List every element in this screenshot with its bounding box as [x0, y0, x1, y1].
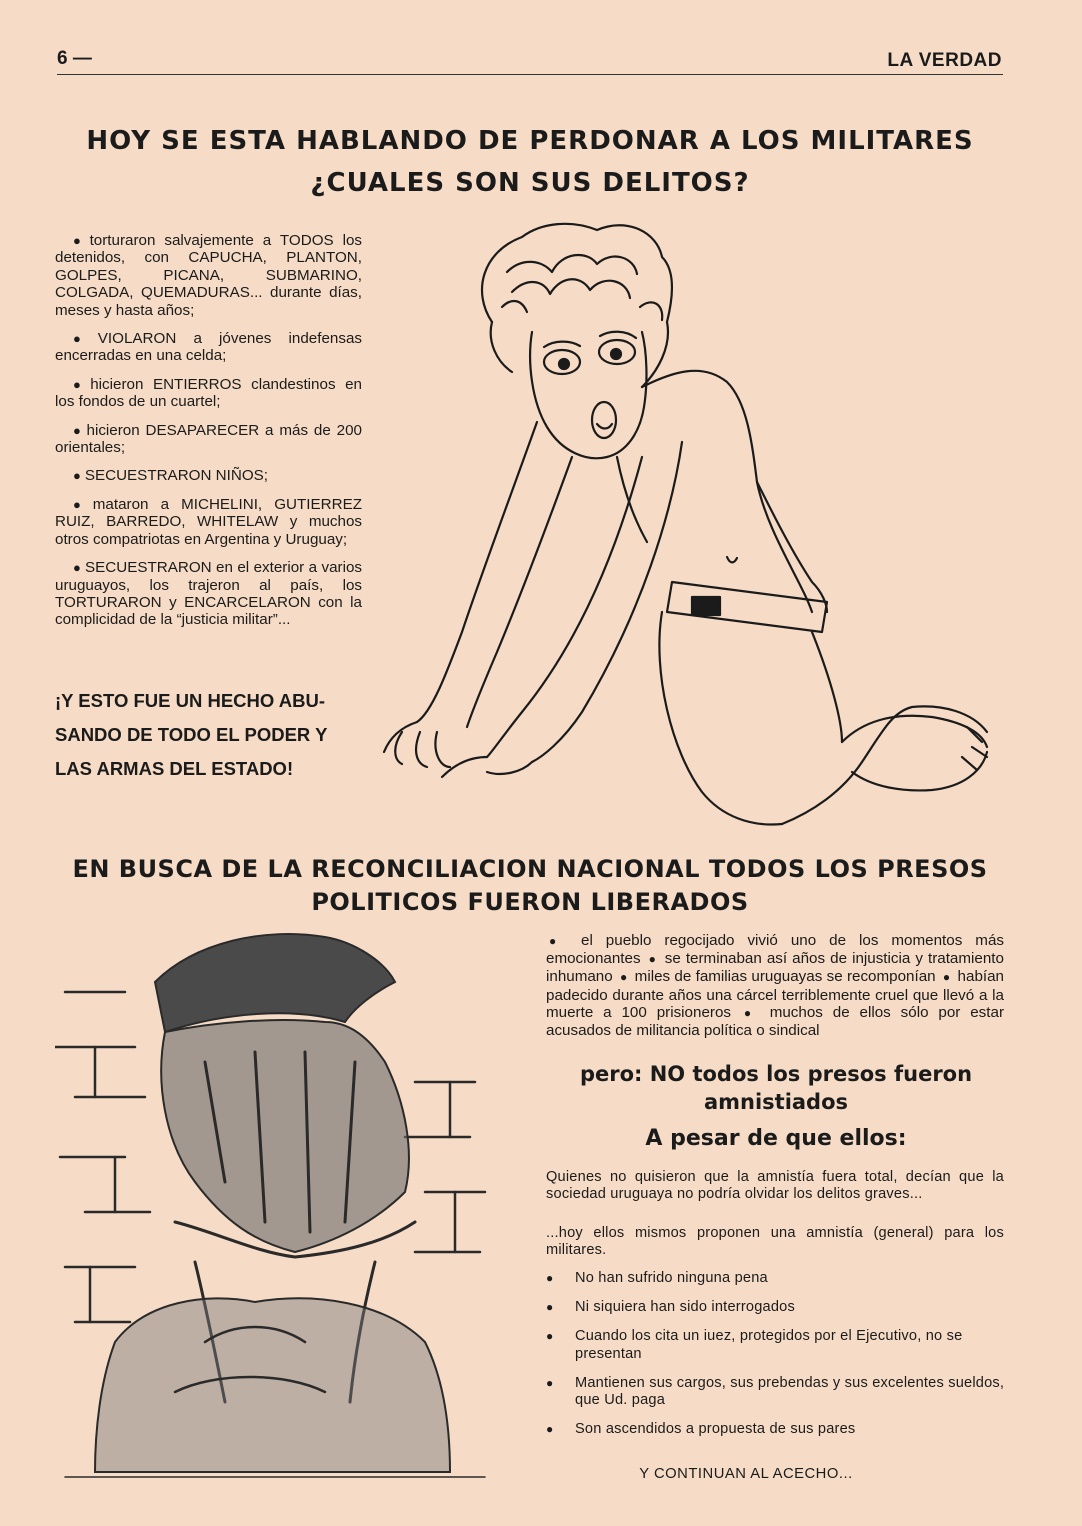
- bullet-icon: ●: [73, 331, 94, 347]
- headline-perdonar: [57, 120, 1003, 204]
- masthead: LA VERDAD: [887, 50, 1002, 71]
- list-item: ● Son ascendidos a propuesta de sus pares: [546, 1421, 856, 1438]
- bullet-icon: ●: [546, 1375, 554, 1390]
- kneeling-prisoner-illustration: [372, 212, 1012, 842]
- bullet-icon: ●: [73, 560, 82, 576]
- apesar-heading: A pesar de que ellos:: [645, 1126, 907, 1151]
- conclusion-text: ¡Y ESTO FUE UN HECHO ABU- SANDO DE TODO EL PODER Y LAS ARMAS DEL ESTADO!: [55, 690, 328, 779]
- bullet-icon: ●: [73, 376, 87, 392]
- bullet-icon: ●: [73, 233, 86, 248]
- crime-item: ● hicieron DESAPARECER a más de 200 orientales;: [55, 421, 362, 457]
- bullet-icon: ●: [546, 1329, 554, 1344]
- amnistia-paragraph-1: Quienes no quisieron que la amnistía fuera total, decían que la sociedad uruguaya no podría olvidar los delitos graves...: [546, 1169, 1004, 1203]
- bullet-icon: ●: [546, 1422, 554, 1437]
- bullet-icon: ●: [942, 970, 951, 985]
- list-item: ● No han sufrido ninguna pena: [546, 1270, 768, 1286]
- headline-perdonar-line2: ¿CUALES SON SUS DELITOS?: [310, 168, 750, 198]
- headline-perdonar-line1: HOY SE ESTA HABLANDO DE PERDONAR A LOS MILITARES: [86, 126, 974, 156]
- crime-item: ● hicieron ENTIERROS clandestinos en los fondos de un cuartel;: [55, 375, 362, 411]
- list-item: ● Ni siquiera han sido interrogados: [546, 1299, 795, 1316]
- bullet-icon: ●: [546, 1300, 554, 1315]
- crime-item: ● torturaron salvajemente a TODOS los detenidos, con CAPUCHA, PLANTON, GOLPES, PICANA, SUBMARINO, COLGADA, QUEMADURAS... durante días, meses y hasta años;: [55, 232, 362, 319]
- headline-reconciliacion: EN BUSCA DE LA RECONCILIACION NACIONAL TODOS LOS PRESOS POLITICOS FUERON LIBERADOS: [72, 855, 988, 916]
- list-item: ● Mantienen sus cargos, sus prebendas y sus excelentes sueldos, que Ud. paga: [546, 1374, 1005, 1409]
- pero-heading: pero: NO todos los presos fueron amnistiados: [579, 1062, 973, 1114]
- bullet-icon: ●: [73, 468, 81, 484]
- crimes-list: [55, 232, 362, 640]
- crime-item: ● VIOLARON a jóvenes indefensas encerradas en una celda;: [55, 330, 363, 365]
- prisoner-behind-wall-illustration: [55, 922, 495, 1482]
- list-item: ● Cuando los cita un iuez, protegidos por el Ejecutivo, no se presentan: [546, 1328, 963, 1362]
- page-number: 6 —: [57, 48, 92, 69]
- bullet-icon: ●: [743, 1005, 757, 1020]
- liberation-paragraph: ● el pueblo regocijado vivió uno de los momentos más emocionantes ● se terminaban así años de injusticia y tratamiento inhumano ● miles de familias uruguayas se recomponían ● habían padecido durante años una cárcel terriblemente cruel que llevó a la muerte a 100 prisioneros ● muchos de ellos sólo por estar acusados de militancia política o sindical: [546, 932, 1005, 1040]
- crime-item: ● mataron a MICHELINI, GUTIERREZ RUIZ, BARREDO, WHITELAW y muchos otros compatriotas en Argentina y Uruguay;: [55, 495, 362, 548]
- amnistia-paragraph-2: ...hoy ellos mismos proponen una amnistía (general) para los militares.: [546, 1225, 1004, 1259]
- bullet-icon: ●: [549, 934, 566, 948]
- bullet-icon: ●: [73, 422, 83, 438]
- crime-item: ● SECUESTRARON en el exterior a varios uruguayos, los trajeron al país, los TORTURARON y ENCARCELARON con la complicidad de la “justicia militar”...: [55, 559, 362, 629]
- bullet-icon: ●: [546, 1271, 554, 1285]
- header-rule: [57, 74, 1003, 75]
- bullet-icon: ●: [648, 952, 657, 967]
- bullet-icon: ●: [73, 496, 89, 512]
- closing-line: Y CONTINUAN AL ACECHO...: [639, 1466, 853, 1482]
- bullet-icon: ●: [620, 970, 628, 985]
- abuses-list: [546, 1270, 1006, 1450]
- crime-item: ● SECUESTRARON NIÑOS;: [73, 467, 268, 485]
